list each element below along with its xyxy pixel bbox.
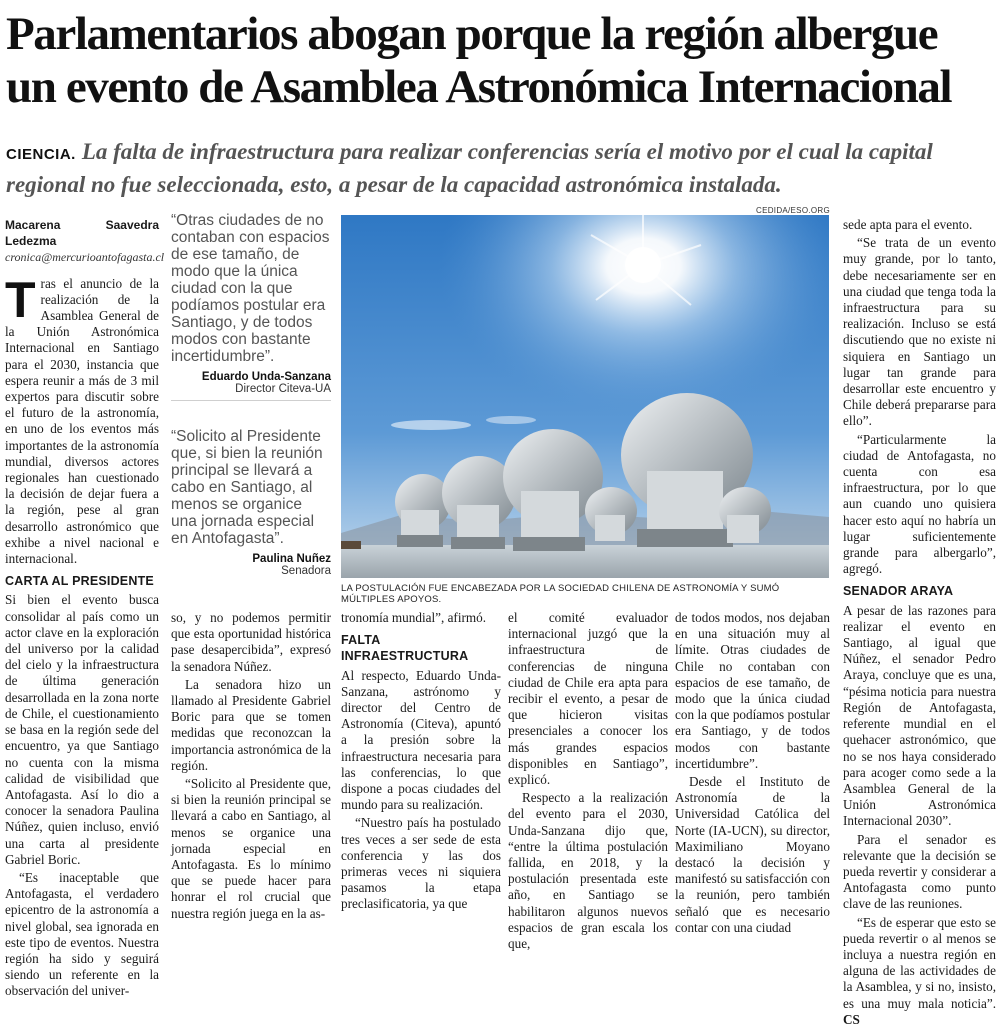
paragraph: “Solicito al Presidente que, si bien la reunión principal se llevará a cabo en Santiago, al menos se organice una jornada especial en Antofagasta. Es lo mínimo que se puede hacer para honrar el rol crucial que nuestra región juega en la as- [171,776,331,921]
quote-role: Senadora [281,565,331,577]
pull-quote-unda [171,212,331,395]
paragraph: el comité evaluador internacional juzgó que la infraestructura de conferencias de ninguna ciudad de Chile era apta para recibir el evento, a pesar de que hicieron visitas presenciales a conocer los más grandes espacios disponibles en Santiago”, explicó. [508,610,668,788]
subhead-falta: FALTA INFRAESTRUCTURA [341,633,469,664]
author-email[interactable]: cronica@mercurioantofagasta.cl [5,250,165,265]
deck-text: La falta de infraestructura para realizar conferencias sería el motivo por el cual la capital regional no fue seleccionada, esto, a pesar de la capacidad astronómica instalada. [6,139,933,197]
deck [6,137,996,200]
column-3 [341,610,501,915]
section-kicker: CIENCIA. [6,146,76,163]
paragraph: A pesar de las razones para realizar el evento en Santiago, al igual que Núñez, el senador Pedro Araya, concluye que es una, “pésima noticia para nuestra Región de Antofagasta, referente mundial en el quehacer astronómico, que no se nos haya considerado para acoger como sede a la Asamblea General de la Unión Astronómica Internacional 2030”. [843,602,996,829]
headline-line-2: un evento de Asamblea Astronómica Internacional [6,61,952,113]
column-2 [171,610,331,924]
photo-caption: LA POSTULACIÓN FUE ENCABEZADA POR LA SOCIEDAD CHILENA DE ASTRONOMÍA Y SUMÓ MÚLTIPLES APOYOS. [341,583,780,605]
column-4 [508,610,668,954]
photo-credit: CEDIDA/ESO.ORG [756,206,830,215]
quote-divider [171,400,331,401]
paragraph: so, y no podemos permitir que esta oportunidad histórica pase desapercibida”, expresó la senadora Núñez. [171,610,331,674]
paragraph: sede apta para el evento. [843,217,973,232]
paragraph: La senadora hizo un llamado al Presidente Gabriel Boric para que se tomen medidas que reconozcan la importancia astronómica de la región. [171,676,331,773]
paragraph: de todos modos, nos dejaban en una situación muy al límite. Otras ciudades de Chile no contaban con espacios de ese tamaño, de modo que la única ciudad con la que podíamos postular era Santiago, y de todos modos con bastante incertidumbre”. [675,610,830,771]
quote-text: “Otras ciudades de no contaban con espacios de ese tamaño, de modo que la única ciudad con la que podíamos postular era Santiago, y de todos modos con bastante incertidumbre”. [171,212,330,365]
headline-line-1: Parlamentarios abogan porque la región albergue [6,8,938,60]
end-mark: CS [843,1011,860,1027]
drop-cap: T [5,271,36,328]
paragraph [843,915,996,1028]
intro-text: ras el anuncio de la realización de la Asamblea General de la Unión Astronómica Internacional en Santiago para el 2030, instancia que espera reunir a más de 3 mil expertos para discutir sobre el futuro de la astronomía, en uno de los eventos más importantes de la astronomía mundial, diversos actores regionales han cuestionado la decisión de dejar fuera a la región, pese al gran desarrollo astronómico que exhibe a nivel nacional e internacional. [5,275,159,567]
paragraph: “Nuestro país ha postulado tres veces a ser sede de esta conferencia y las dos primeras veces ni siquiera pasamos la etapa preclasificatoria, ya que [341,815,501,912]
paragraph: Si bien el evento busca consolidar al país como un actor clave en la exploración del universo por la calidad del cielo y la infraestructura de última generación desarrollada en la zona norte de Chile, el cuestionamiento se basa en la región sede del encuentro, ya que Santiago no cuenta con la misma calidad de visibilidad que Antofagasta. Así lo dio a conocer la senadora Paulina Núñez, quien incluso, envió una carta al presidente Gabriel Boric. [5,592,159,867]
subhead-araya: SENADOR ARAYA [843,584,954,599]
closing-quote: “Es de esperar que esto se pueda revertir o al menos se incluya a nuestra región en alguna de las actividades de la Asamblea, y si no, insisto, es una muy mala noticia”. [843,914,996,1011]
quote-text: “Solicito al Presidente que, si bien la reunión principal se llevará a cabo en Santiago, al menos se organice una jornada especial en Antofagasta”. [171,428,323,547]
subhead-carta: CARTA AL PRESIDENTE [5,574,154,589]
headline [6,8,996,114]
column-5 [675,610,830,938]
paragraph: “Se trata de un evento muy grande, por lo tanto, debe necesariamente ser en una ciudad que tenga toda la infraestructura para su realización. Incluso se está discutiendo que no existe ni siquiera en Santiago un lugar tan grande para desarrollar este encuentro y Chile deberá prepararse para ello”. [843,235,996,429]
quote-author: Paulina Nuñez [252,553,331,565]
paragraph: Desde el Instituto de Astronomía de la Universidad Católica del Norte (IA-UCN), su director, Maximiliano Moyano destacó la decisión y manifestó su satisfacción con la reunión, pero también señaló que es necesario contar con una ciudad [675,774,830,935]
paragraph: Respecto a la realización del evento para el 2030, Unda-Sanzana dijo que, “entre la última postulación fallida, en 2018, y la postulación presentada este año, en Santiago se habilitaron algunos nuevos espacios de gran escala los que, [508,790,668,952]
intro-paragraph [5,271,159,568]
antenna-illustration [341,215,829,578]
column-6 [843,217,996,1030]
paragraph: “Particularmente la ciudad de Antofagasta, no cuenta con esa infraestructura, por lo que aun cuando uno quisiera hacer esto aquí no habría un lugar suficientemente grande para albergarlo”, agregó. [843,431,996,577]
author-name: Macarena Saavedra Ledezma [5,218,159,249]
quote-author: Eduardo Unda-Sanzana [201,371,331,383]
paragraph: “Es inaceptable que Antofagasta, el verdadero epicentro de la astronomía a nivel global, sea ignorada en este tipo de eventos. Nuestra región ha sido y seguirá siendo un referente en la observación del univer- [5,869,159,999]
pull-quote-nunez [171,428,331,577]
photo-alma-antennas [341,215,829,578]
paragraph: tronomía mundial”, afirmó. [341,610,487,625]
column-1 [5,217,165,1002]
quote-role: Director Citeva-UA [235,383,331,395]
paragraph: Para el senador es relevante que la decisión se pueda revertir y considerar a Antofagasta como punto clave de las reuniones. [843,831,996,912]
paragraph: Al respecto, Eduardo Unda-Sanzana, astrónomo y director del Centro de Astronomía (Citeva), apuntó a la presión sobre la infraestructura necesaria para las conferencias, lo que dispone a pocas ciudades del mundo para su realización. [341,667,501,813]
antenna [395,474,451,547]
